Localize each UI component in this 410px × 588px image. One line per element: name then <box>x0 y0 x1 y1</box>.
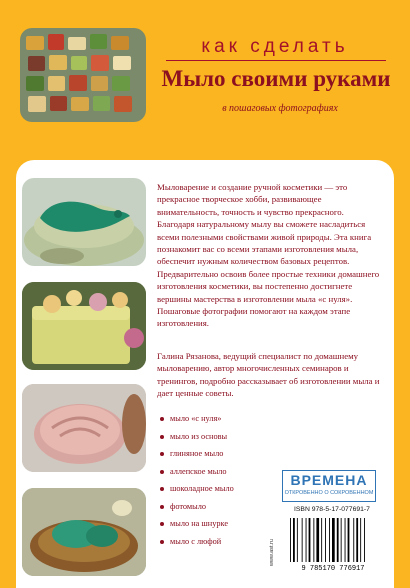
barcode-bar <box>348 518 350 562</box>
list-item: аллепское мыло <box>160 463 234 481</box>
barcode-bar <box>309 518 311 562</box>
barcode-bar <box>360 518 361 562</box>
barcode-bar <box>332 518 335 562</box>
barcode-bar <box>364 518 365 562</box>
book-title: Мыло своими руками <box>161 66 391 91</box>
soap-bars-photo <box>20 28 146 122</box>
pink-spiral-soap-photo <box>22 384 146 472</box>
title-divider <box>166 60 386 61</box>
barcode-bar <box>337 518 339 562</box>
list-item: мыло на шнурке <box>160 515 234 533</box>
website <box>269 556 279 566</box>
isbn: ISBN 978-5-17-077691-7 <box>294 506 370 513</box>
barcode-bar <box>290 518 291 562</box>
barcode-bar <box>297 518 298 562</box>
barcode-bar <box>293 518 295 562</box>
green-soap-in-basket-photo <box>22 488 146 576</box>
list-item: мыло «с нуля» <box>160 410 234 428</box>
barcode-bar <box>329 518 330 562</box>
recipe-list <box>160 410 234 550</box>
publisher-logo <box>282 470 376 502</box>
list-item: глиняное мыло <box>160 445 234 463</box>
barcode-digits: 9 785170 776917 <box>301 565 365 572</box>
intro-paragraph: Мыловарение и создание ручной косметики — это прекрасное творческое хобби, развивающее внимательность, точность и чувство прекрасного. Благодаря натуральному мылу вы сможете насладиться всеми полезными свойствами живой природы. Эта книга познакомит вас со всеми этапами изготовления мыла, обеспечит нужным количеством базовых рецептов. Предварительно освоив более простые техники домашнего изготовления косметики, вы постепенно достигнете вершины мастерства в изготовлении мыла «с нуля». Пошаговые фотографии помогают на каждом этапе изготовления. <box>157 182 380 329</box>
green-crocodile-soap-photo <box>22 178 146 266</box>
barcode-bar <box>321 518 322 562</box>
flower-soap-photo <box>22 282 146 370</box>
barcode-bar <box>316 518 319 562</box>
barcode-bar <box>306 518 307 562</box>
barcode-bar <box>356 518 358 562</box>
publisher-tagline: ОТКРОВЕННО О СОКРОВЕННОМ <box>284 490 374 496</box>
list-item: мыло из основы <box>160 428 234 446</box>
title-top: как сделать <box>201 36 349 57</box>
barcode-bar <box>345 518 346 562</box>
list-item: фотомыло <box>160 498 234 516</box>
barcode-bar <box>341 518 342 562</box>
barcode-bar <box>302 518 303 562</box>
publisher-name: ВРЕМЕНА <box>290 472 368 488</box>
barcode-bar <box>313 518 314 562</box>
barcode-bar <box>325 518 326 562</box>
barcode <box>284 516 382 572</box>
list-item: шоколадное мыло <box>160 480 234 498</box>
list-item: мыло с люфой <box>160 533 234 551</box>
author-paragraph: Галина Рязанова, ведущий специалист по домашнему мыловарению, автор многочисленных семинаров и тренингов, подробно рассказывает об изготовлении мыла и дает ценные советы. <box>157 351 380 399</box>
book-subtitle: в пошаговых фотографиях <box>222 103 338 114</box>
barcode-bar <box>353 518 354 562</box>
